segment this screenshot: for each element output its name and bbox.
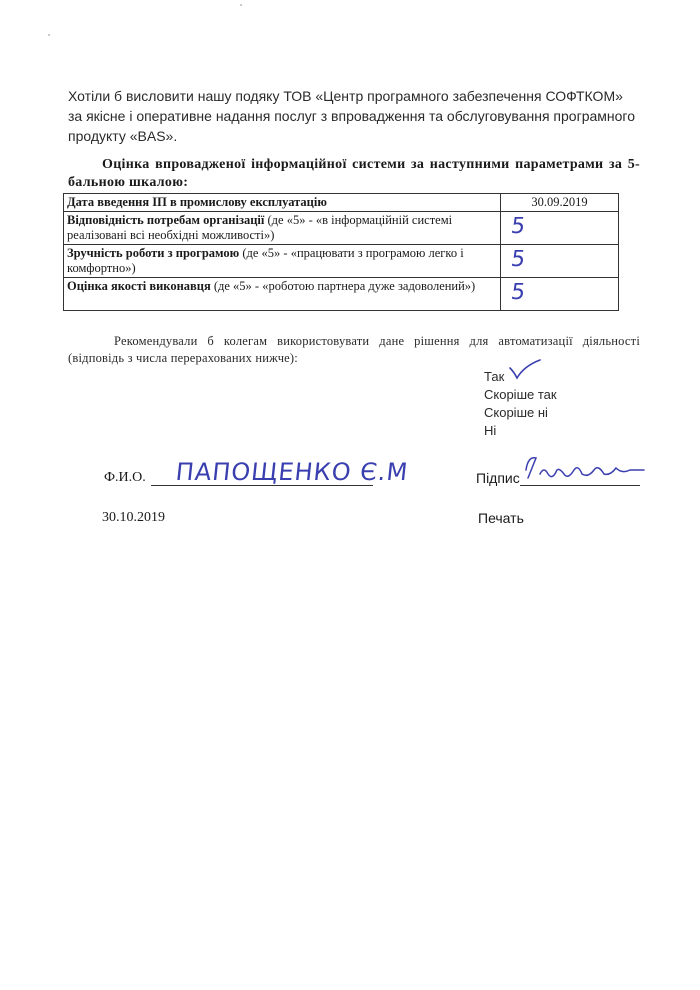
document-date: 30.10.2019 [102, 510, 165, 525]
signature-handwriting [518, 452, 648, 488]
table-row [64, 245, 619, 278]
handwritten-score: 5 [509, 247, 527, 272]
answer-options [484, 368, 557, 440]
table-row [64, 278, 619, 311]
score-cell [501, 245, 619, 278]
recommendation-paragraph: Рекомендували б колегам використовувати дане рішення для автоматизації діяльності (відповідь з числа перерахованих нижче): [68, 334, 640, 365]
score-cell [501, 212, 619, 245]
criterion-title: Оцінка якості виконавця [67, 279, 211, 293]
signature-label: Підпис [476, 470, 520, 486]
option-yes: Так [484, 369, 505, 384]
criterion-title: Відповідність потребам організації [67, 213, 265, 227]
criterion-description: (де «5» - «працювати з програмою легко і комфортно») [67, 246, 464, 275]
scan-speck [240, 4, 242, 6]
scan-speck [48, 34, 50, 36]
option-no: Ні [484, 423, 497, 438]
criterion-cell [64, 278, 501, 311]
table-row [64, 212, 619, 245]
handwritten-score: 5 [509, 280, 527, 305]
date-value: 30.09.2019 [531, 195, 588, 209]
handwritten-score: 5 [509, 214, 527, 239]
seal-label: Печать [478, 510, 524, 526]
criterion-description: (де «5» - «роботою партнера дуже задоволений») [210, 279, 476, 293]
criterion-cell [64, 245, 501, 278]
option-rather-yes: Скоріше так [484, 387, 557, 402]
criterion-cell [64, 212, 501, 245]
fio-label: Ф.И.О. [104, 470, 146, 485]
rating-table [63, 193, 619, 311]
rating-heading: Оцінка впровадженої інформаційної системи за наступними параметрами за 5-бальною шкалою: [68, 157, 640, 190]
score-cell [501, 194, 619, 212]
score-cell [501, 278, 619, 311]
table-row [64, 194, 619, 212]
criterion-title: Зручність роботи з програмою [67, 246, 240, 260]
fio-handwritten-text: ПАПОЩЕНКО Є.М [174, 458, 410, 486]
criterion-description: (де «5» - «в інформаційній системі реалізовані всі необхідні можливості») [67, 213, 453, 242]
criterion-title: Дата введення ІП в промислову експлуатацію [67, 195, 327, 209]
fio-handwriting [174, 452, 410, 492]
option-rather-no: Скоріше ні [484, 405, 548, 420]
intro-paragraph: Хотіли б висловити нашу подяку ТОВ «Центр програмного забезпечення СОФТКОМ» за якісне і оперативне надання послуг з впровадження та обслуговування програмного продукту «BAS». [68, 88, 635, 144]
criterion-cell [64, 194, 501, 212]
